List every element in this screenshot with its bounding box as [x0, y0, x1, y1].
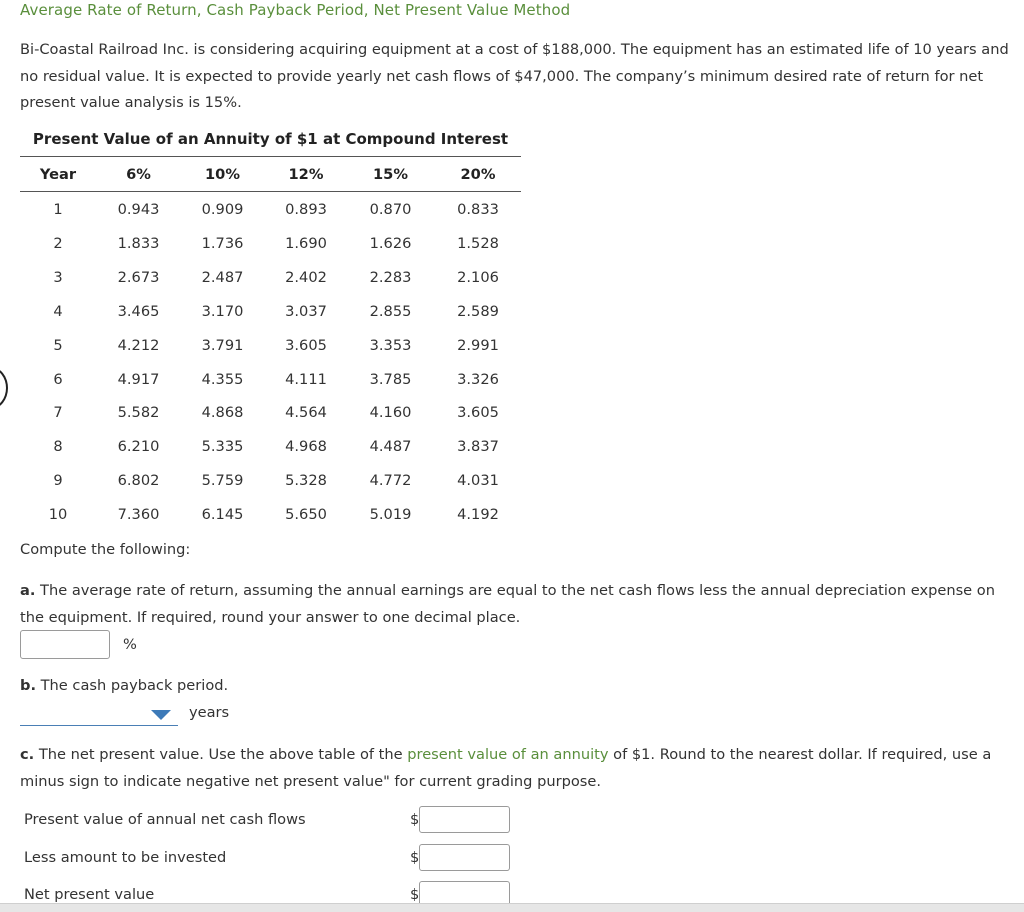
- table-row: [20, 472, 521, 496]
- compute-heading: Compute the following:: [20, 541, 191, 558]
- amount-invested-label: Less amount to be invested: [24, 849, 227, 866]
- table-top-rule: [20, 156, 521, 157]
- cell-rate-6pct: 0.943: [117, 201, 160, 218]
- average-rate-input[interactable]: [20, 630, 110, 659]
- cell-rate-10pct: 4.355: [201, 370, 244, 388]
- cell-rate-12pct: 0.893: [285, 201, 327, 218]
- cell-rate-10pct: 2.487: [201, 268, 244, 286]
- question-c-text-before: The net present value. Use the above table of the: [38, 746, 408, 763]
- side-panel-handle[interactable]: [0, 367, 8, 409]
- header-12pct: 12%: [288, 166, 324, 183]
- cell-rate-12pct: 4.968: [285, 438, 327, 456]
- question-c-text-after: of $1. Round to the nearest dollar. If required, use a minus sign to indicate negative net present value" for current grading purpose.: [20, 746, 992, 790]
- cell-rate-20pct: 4.192: [457, 506, 499, 524]
- pv-cash-flows-label: Present value of annual net cash flows: [24, 811, 306, 828]
- cell-rate-15pct: 0.870: [369, 201, 412, 218]
- cell-rate-15pct: 3.785: [369, 370, 412, 388]
- cell-rate-12pct: 5.328: [285, 472, 327, 490]
- table-title: Present Value of an Annuity of $1 at Compound Interest: [32, 130, 509, 148]
- cell-rate-15pct: 2.283: [369, 268, 412, 286]
- question-c: [20, 742, 1020, 795]
- percent-unit: %: [123, 636, 137, 653]
- cell-rate-12pct: 5.650: [285, 506, 327, 524]
- question-a: [20, 578, 1020, 631]
- cell-rate-15pct: 5.019: [369, 506, 412, 524]
- present-value-annuity-link[interactable]: present value of an annuity: [407, 746, 609, 763]
- payback-period-dropdown[interactable]: [20, 705, 178, 726]
- cell-rate-12pct: 2.402: [285, 268, 327, 286]
- table-row: [20, 269, 521, 293]
- cell-rate-20pct: 0.833: [457, 201, 499, 218]
- cell-rate-10pct: 4.868: [201, 404, 244, 422]
- header-20pct: 20%: [460, 166, 496, 183]
- cell-rate-6pct: 7.360: [117, 506, 160, 524]
- cell-year: 6: [53, 370, 63, 388]
- cell-rate-20pct: 2.589: [457, 302, 499, 320]
- net-present-value-label: Net present value: [24, 886, 155, 903]
- cell-rate-10pct: 3.170: [201, 302, 244, 320]
- header-15pct: 15%: [373, 166, 408, 183]
- cell-rate-10pct: 3.791: [201, 336, 244, 354]
- cell-rate-6pct: 6.802: [117, 472, 160, 490]
- cell-rate-10pct: 1.736: [201, 234, 244, 252]
- cell-rate-15pct: 3.353: [369, 336, 412, 354]
- cell-rate-6pct: 4.917: [117, 370, 160, 388]
- cell-rate-12pct: 4.111: [285, 370, 327, 388]
- cell-rate-20pct: 3.326: [457, 370, 499, 388]
- cell-year: 10: [48, 506, 68, 524]
- cell-year: 5: [53, 336, 63, 354]
- question-b-text: The cash payback period.: [40, 677, 229, 694]
- table-header: [20, 166, 521, 190]
- cell-year: 2: [53, 234, 63, 252]
- cell-rate-10pct: 5.759: [201, 472, 244, 490]
- question-b-label: b.: [20, 677, 36, 694]
- cell-year: 7: [53, 404, 63, 422]
- problem-statement: Bi-Coastal Railroad Inc. is considering acquiring equipment at a cost of $188,000. The equipment has an estimated life of 10 years and no residual value. It is expected to provide yearly net cash flows of $47,000. The company’s minimum desired rate of return for net present value analysis is 15%.: [20, 41, 1009, 111]
- table-row: [20, 201, 521, 225]
- cell-rate-15pct: 4.487: [369, 438, 412, 456]
- years-unit: years: [189, 704, 230, 721]
- cell-year: 9: [53, 472, 63, 490]
- cell-rate-20pct: 1.528: [457, 234, 499, 252]
- header-6pct: 6%: [126, 166, 151, 183]
- cell-rate-20pct: 4.031: [457, 472, 499, 490]
- cell-rate-20pct: 3.837: [457, 438, 499, 456]
- question-b: [20, 677, 228, 694]
- cell-rate-12pct: 3.037: [285, 302, 327, 320]
- amount-invested-input[interactable]: [419, 844, 510, 871]
- cell-rate-20pct: 2.991: [457, 336, 499, 354]
- cell-rate-6pct: 3.465: [117, 302, 160, 320]
- page-title: Average Rate of Return, Cash Payback Period, Net Present Value Method: [20, 1, 571, 19]
- cell-rate-12pct: 4.564: [285, 404, 327, 422]
- table-row: [20, 235, 521, 259]
- cell-rate-6pct: 2.673: [117, 268, 160, 286]
- cell-rate-6pct: 4.212: [117, 336, 160, 354]
- chevron-down-icon: [151, 710, 171, 720]
- table-row: [20, 404, 521, 428]
- cell-rate-10pct: 0.909: [201, 201, 244, 218]
- cell-rate-6pct: 6.210: [117, 438, 160, 456]
- cell-year: 4: [53, 302, 63, 320]
- cell-rate-12pct: 3.605: [285, 336, 327, 354]
- pv-cash-flows-currency: $: [410, 811, 420, 828]
- table-row: [20, 438, 521, 462]
- pv-cash-flows-input[interactable]: [419, 806, 510, 833]
- amount-invested-currency: $: [410, 849, 420, 866]
- question-c-label: c.: [20, 746, 35, 763]
- table-row: [20, 371, 521, 395]
- cell-rate-12pct: 1.690: [285, 234, 327, 252]
- cell-rate-20pct: 2.106: [457, 268, 499, 286]
- cell-rate-15pct: 4.772: [369, 472, 412, 490]
- cell-rate-15pct: 4.160: [369, 404, 412, 422]
- table-row: [20, 337, 521, 361]
- question-a-text: The average rate of return, assuming the annual earnings are equal to the net cash flows less the annual depreciation expense on the equipment. If required, round your answer to one decimal place.: [20, 582, 995, 626]
- cell-rate-10pct: 6.145: [201, 506, 244, 524]
- table-header-rule: [20, 191, 521, 192]
- net-present-value-currency: $: [410, 886, 420, 903]
- cell-rate-15pct: 2.855: [369, 302, 412, 320]
- header-year: Year: [39, 166, 77, 183]
- cell-year: 1: [53, 201, 63, 218]
- cell-year: 8: [53, 438, 63, 456]
- question-a-label: a.: [20, 582, 36, 599]
- cell-rate-6pct: 5.582: [117, 404, 160, 422]
- header-10pct: 10%: [205, 166, 240, 183]
- table-row: [20, 303, 521, 327]
- cell-rate-10pct: 5.335: [201, 438, 244, 456]
- cell-rate-6pct: 1.833: [117, 234, 160, 252]
- cell-year: 3: [53, 268, 63, 286]
- table-row: [20, 506, 521, 530]
- cell-rate-15pct: 1.626: [369, 234, 412, 252]
- cell-rate-20pct: 3.605: [457, 404, 499, 422]
